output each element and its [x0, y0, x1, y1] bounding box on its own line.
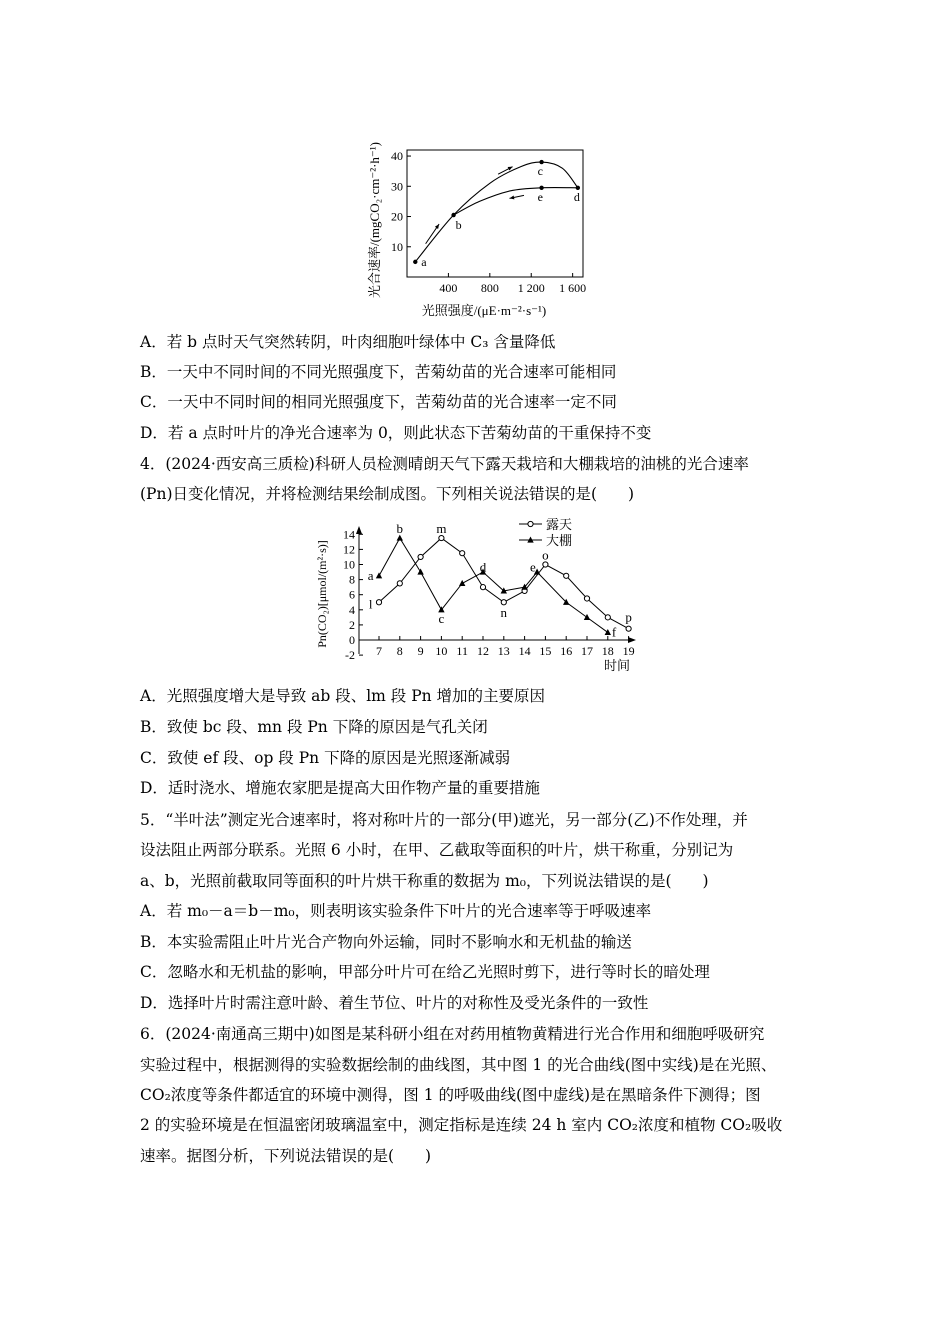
chart2-x-axis-arrow — [628, 637, 636, 643]
chart2-axes — [356, 526, 636, 654]
chart2-xtick-label: 10 — [435, 644, 448, 658]
chart2-xtick-label: 9 — [417, 644, 424, 658]
q5-option-a: A．若 m₀－a＝b－m₀，则表明该实验条件下叶片的光合速率等于呼吸速率 — [140, 902, 652, 920]
chart2-point-open — [626, 626, 631, 631]
chart2-ylabel: Pn(CO₂)[μmol/(m²·s)] — [315, 540, 329, 648]
chart2-xtick-label: 16 — [560, 644, 573, 658]
chart2-xtick-label: 17 — [581, 644, 593, 658]
chart1-ticks — [391, 149, 586, 295]
q4-stem-line1: 4．(2024·西安高三质检)科研人员检测晴朗天气下露天栽培和大棚栽培的油桃的光合速率 — [140, 455, 749, 473]
chart2-point-open — [439, 535, 444, 540]
chart2-label-d: d — [479, 559, 487, 575]
chart2-point-open — [564, 573, 569, 578]
chart2-xtick-label: 11 — [456, 644, 468, 658]
q3-option-b: B．一天中不同时间的不同光照强度下，苦菊幼苗的光合速率可能相同 — [140, 363, 617, 381]
chart2-label-n: n — [500, 604, 508, 620]
chart2-ytick-label: 8 — [349, 572, 355, 587]
chart1-arrow-head-1 — [435, 224, 439, 229]
chart2-ytick-label: 10 — [343, 557, 355, 572]
chart2-point-open — [418, 554, 423, 559]
chart2-point-open — [376, 600, 381, 605]
chart2-ytick-label: 2 — [349, 617, 355, 632]
chart2-xtick-label: 14 — [518, 644, 531, 658]
chart1-axes — [407, 150, 583, 277]
q5-option-c: C．忽略水和无机盐的影响，甲部分叶片可在给乙光照时剪下，进行等时长的暗处理 — [140, 963, 710, 981]
chart1-ytick-label: 20 — [391, 209, 403, 224]
chart2-label-m: m — [436, 521, 447, 537]
chart2-point-open — [543, 562, 548, 567]
chart1-xlabel: 光照强度/(μE·m⁻²·s⁻¹) — [421, 303, 547, 318]
chart1-point-label-a: a — [421, 254, 427, 269]
chart2-line-2 — [379, 538, 608, 632]
chart2-point-open — [397, 581, 402, 586]
chart2-legend-marker-open — [528, 521, 533, 526]
chart2-xtick-label: 8 — [396, 644, 403, 658]
chart2-ytick-label: 0 — [349, 633, 355, 647]
chart2-ytick-label: -2 — [345, 648, 355, 663]
chart2-label-p: p — [625, 609, 632, 625]
chart1-point-a — [413, 260, 417, 264]
q5-option-b: B．本实验需阻止叶片光合产物向外运输，同时不影响水和无机盐的输送 — [140, 933, 632, 951]
chart2-point-triangle — [417, 569, 423, 575]
chart1-curves — [415, 162, 578, 262]
chart1-point-b — [451, 213, 455, 217]
chart1-xtick-label: 400 — [439, 281, 458, 295]
chart1-ytick-label: 30 — [391, 179, 403, 194]
q6-stem-line3: CO₂浓度等条件都适宜的环境中测得，图 1 的呼吸曲线(图中虚线)是在黑暗条件下测得；图 — [140, 1086, 761, 1104]
chart1-points — [413, 160, 580, 269]
chart2-xtick-label: 19 — [622, 644, 635, 658]
chart2-legend — [519, 517, 572, 548]
chart2-xtick-label: 12 — [477, 644, 489, 658]
chart2-point-triangle — [459, 580, 465, 586]
chart1-point-label-b: b — [455, 218, 462, 233]
chart2-label-e: e — [530, 559, 536, 575]
chart1-curve-2 — [454, 188, 578, 215]
chart1-arrow-head-3 — [509, 196, 514, 200]
chart2-xlabel: 时间 — [603, 658, 631, 673]
chart2-ytick-label: 12 — [343, 542, 355, 557]
chart2-ytick-label: 6 — [349, 587, 355, 602]
chart2-point-triangle — [584, 614, 590, 620]
chart-photosynthesis-light — [355, 120, 595, 325]
q4-option-d: D．适时浇水、增施农家肥是提高大田作物产量的重要措施 — [140, 779, 540, 797]
q5-stem-line1: 5．“半叶法”测定光合速率时，将对称叶片的一部分(甲)遮光，另一部分(乙)不作处理，并 — [140, 811, 748, 829]
chart2-point-triangle — [605, 629, 611, 635]
chart2-ytick-label: 14 — [343, 527, 355, 542]
chart2-y-axis-arrow — [356, 526, 362, 534]
chart2-point-open — [584, 596, 589, 601]
chart1-point-label-c: c — [537, 164, 543, 179]
chart1-ytick-label: 10 — [391, 239, 403, 254]
q4-option-c: C．致使 ef 段、op 段 Pn 下降的原因是光照逐渐减弱 — [140, 749, 511, 767]
chart1-frame — [407, 150, 583, 277]
chart2-point-triangle — [376, 572, 382, 578]
chart1-point-label-d: d — [573, 189, 580, 204]
chart2-point-open — [460, 551, 465, 556]
chart2-xtick-label: 7 — [376, 644, 382, 658]
chart2-point-open — [605, 615, 610, 620]
chart2-label-a: a — [367, 567, 374, 583]
q3-option-c: C．一天中不同时间的相同光照强度下，苦菊幼苗的光合速率一定不同 — [140, 393, 617, 411]
chart1-ytick-label: 40 — [391, 149, 403, 164]
chart2-point-open — [480, 585, 485, 590]
chart2-legend-label-2: 大棚 — [546, 533, 573, 548]
q5-stem-line2: 设法阻止两部分联系。光照 6 小时，在甲、乙截取等面积的叶片，烘干称重，分别记为 — [140, 841, 734, 859]
q5-option-d: D．选择叶片时需注意叶龄、着生节位、叶片的对称性及受光条件的一致性 — [140, 994, 649, 1012]
chart1-xtick-label: 1 600 — [559, 281, 587, 295]
chart2-label-c: c — [438, 610, 445, 626]
chart2-ytick-label: 4 — [349, 602, 355, 617]
chart2-xtick-label: 15 — [539, 644, 552, 658]
chart2-markers — [376, 535, 631, 635]
chart1-xtick-label: 1 200 — [517, 281, 545, 295]
chart2-label-l: l — [368, 596, 373, 612]
chart1-point-label-e: e — [537, 189, 543, 204]
chart1-curve-1 — [415, 162, 578, 262]
q4-stem-line2: (Pn)日变化情况，并将检测结果绘制成图。下列相关说法错误的是( ) — [140, 485, 635, 503]
q6-stem-line1: 6．(2024·南通高三期中)如图是某科研小组在对药用植物黄精进行光合作用和细胞呼吸研究 — [140, 1025, 765, 1043]
q3-option-d: D．若 a 点时叶片的净光合速率为 0，则此状态下苦菊幼苗的干重保持不变 — [140, 424, 652, 442]
chart1-ylabel: 光合速率/(mgCO₂·cm⁻²·h⁻¹) — [367, 141, 382, 299]
q6-stem-line2: 实验过程中，根据测得的实验数据绘制的曲线图，其中图 1 的光合曲线(图中实线)是在光照、 — [140, 1056, 777, 1074]
chart2-label-f: f — [611, 624, 617, 640]
q6-stem-line5: 速率。据图分析，下列说法错误的是( ) — [140, 1147, 432, 1165]
q4-option-a: A．光照强度增大是导致 ab 段、lm 段 Pn 增加的主要原因 — [140, 687, 546, 705]
chart2-label-b: b — [396, 521, 404, 537]
chart1-xtick-label: 800 — [480, 281, 499, 295]
chart2-label-o: o — [542, 547, 549, 563]
chart2-xtick-label: 18 — [601, 644, 614, 658]
chart1-arrows — [426, 167, 524, 244]
q3-option-a: A．若 b 点时天气突然转阴，叶肉细胞叶绿体中 C₃ 含量降低 — [140, 333, 556, 351]
q6-stem-line4: 2 的实验环境是在恒温密闭玻璃温室中，测定指标是连续 24 h 室内 CO₂浓度和植物 CO₂吸收 — [140, 1116, 783, 1134]
chart2-xtick-label: 13 — [497, 644, 510, 658]
chart2-legend-label-1: 露天 — [546, 517, 573, 532]
chart-pn-daily — [312, 512, 642, 677]
q5-stem-line3: a、b，光照前截取同等面积的叶片烘干称重的数据为 m₀，下列说法错误的是( ) — [140, 872, 709, 890]
q4-option-b: B．致使 bc 段、mn 段 Pn 下降的原因是气孔关闭 — [140, 718, 488, 736]
